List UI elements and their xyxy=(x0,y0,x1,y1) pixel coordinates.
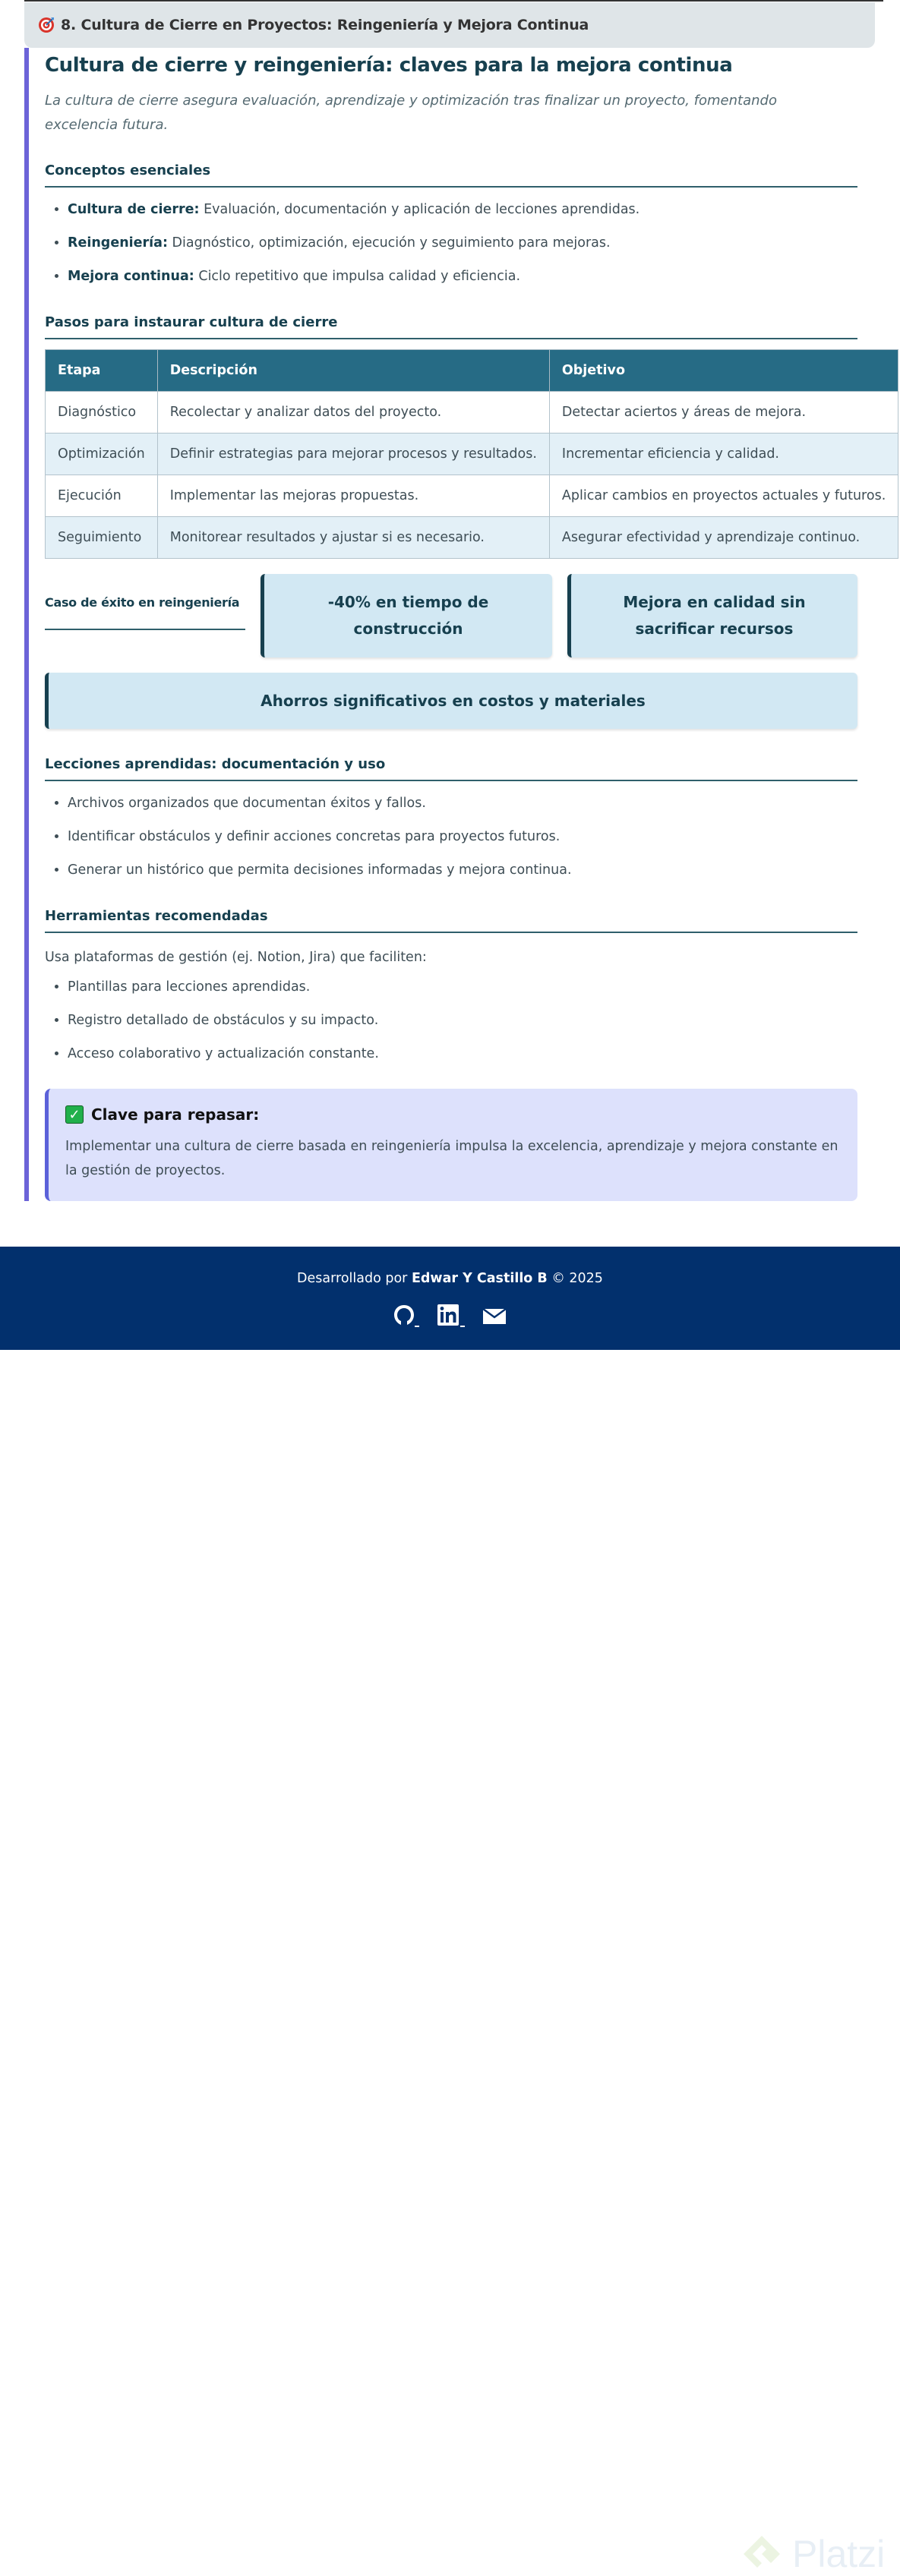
platzi-watermark xyxy=(741,2532,885,2576)
credit-prefix: Desarrollado por xyxy=(297,1271,412,1286)
section-header[interactable] xyxy=(24,2,875,48)
cell-description: Definir estrategias para mejorar procesos y resultados. xyxy=(157,434,549,475)
email-link[interactable] xyxy=(480,1303,510,1329)
tools-rule xyxy=(45,932,857,933)
linkedin-link[interactable] xyxy=(436,1303,466,1329)
column-header: Etapa xyxy=(46,350,158,392)
check-box-icon: ✓ xyxy=(65,1105,84,1124)
table-row xyxy=(46,475,898,517)
lessons-rule xyxy=(45,780,857,781)
steps-table xyxy=(45,349,898,559)
steps-heading: Pasos para instaurar cultura de cierre xyxy=(45,314,338,330)
success-card-savings: Ahorros significativos en costos y materiales xyxy=(45,673,857,729)
github-icon xyxy=(392,1303,422,1329)
content-panel xyxy=(24,48,886,1201)
watermark-text: Platzi xyxy=(792,2533,886,2575)
cell-objective: Aplicar cambios en proyectos actuales y futuros. xyxy=(549,475,898,517)
cell-stage: Seguimiento xyxy=(46,517,158,559)
tools-intro: Usa plataformas de gestión (ej. Notion, Jira) que faciliten: xyxy=(45,950,427,965)
credit-author: Edwar Y Castillo B xyxy=(411,1271,548,1286)
list-item: • Cultura de cierre: Evaluación, documentación y aplicación de lecciones aprendidas. xyxy=(68,193,857,226)
email-icon xyxy=(480,1303,510,1329)
tools-heading: Herramientas recomendadas xyxy=(45,908,268,924)
table-row xyxy=(46,517,898,559)
key-takeaway-box xyxy=(45,1089,857,1201)
social-links xyxy=(392,1303,510,1329)
lead-paragraph: La cultura de cierre asegura evaluación, aprendizaje y optimización tras finalizar un proyecto, fomentando excelencia futura. xyxy=(45,93,777,133)
cell-objective: Detectar aciertos y áreas de mejora. xyxy=(549,392,898,434)
cell-objective: Asegurar efectividad y aprendizaje continuo. xyxy=(549,517,898,559)
platzi-logo-icon xyxy=(741,2533,783,2575)
table-header-row xyxy=(46,350,898,392)
target-icon xyxy=(38,17,55,33)
cell-description: Monitorear resultados y ajustar si es necesario. xyxy=(157,517,549,559)
list-item: • Reingeniería: Diagnóstico, optimización, ejecución y seguimiento para mejoras. xyxy=(68,226,857,260)
cell-objective: Incrementar eficiencia y calidad. xyxy=(549,434,898,475)
key-title-text: Clave para repasar: xyxy=(91,1105,260,1124)
column-header: Objetivo xyxy=(549,350,898,392)
lessons-list xyxy=(45,787,857,887)
linkedin-icon xyxy=(436,1303,466,1329)
github-link[interactable] xyxy=(392,1303,422,1329)
column-header: Descripción xyxy=(157,350,549,392)
page-title: Cultura de cierre y reingeniería: claves para la mejora continua xyxy=(45,54,733,77)
footer xyxy=(0,1247,900,2575)
list-item: • Mejora continua: Ciclo repetitivo que impulsa calidad y eficiencia. xyxy=(68,260,857,293)
cell-stage: Diagnóstico xyxy=(46,392,158,434)
list-item: • Acceso colaborativo y actualización constante. xyxy=(68,1037,857,1070)
list-item: • Registro detallado de obstáculos y su impacto. xyxy=(68,1004,857,1037)
list-item: • Archivos organizados que documentan éxitos y fallos. xyxy=(68,787,857,820)
cell-stage: Optimización xyxy=(46,434,158,475)
footer-credit xyxy=(0,1271,900,1286)
table-row xyxy=(46,392,898,434)
credit-suffix: © 2025 xyxy=(547,1271,603,1286)
list-item: • Generar un histórico que permita decisiones informadas y mejora continua. xyxy=(68,853,857,887)
success-case-heading xyxy=(45,574,245,630)
concepts-list xyxy=(45,193,857,293)
list-item: • Plantillas para lecciones aprendidas. xyxy=(68,970,857,1004)
success-case-label: Caso de éxito en reingeniería xyxy=(45,595,240,610)
concepts-rule xyxy=(45,186,857,188)
tools-list xyxy=(45,970,857,1070)
table-row xyxy=(46,434,898,475)
success-card-time: -40% en tiempo de construcción xyxy=(261,574,552,657)
steps-rule xyxy=(45,338,857,339)
cell-stage: Ejecución xyxy=(46,475,158,517)
list-item: • Identificar obstáculos y definir acciones concretas para proyectos futuros. xyxy=(68,820,857,853)
key-takeaway-text: Implementar una cultura de cierre basada en reingeniería impulsa la excelencia, aprendizaje y mejora constante en la gestión de proyectos. xyxy=(65,1139,838,1178)
success-card-quality: Mejora en calidad sin sacrificar recursos xyxy=(567,574,857,657)
concepts-heading: Conceptos esenciales xyxy=(45,162,211,178)
section-title: 8. Cultura de Cierre en Proyectos: Reingeniería y Mejora Continua xyxy=(61,17,589,33)
cell-description: Implementar las mejoras propuestas. xyxy=(157,475,549,517)
top-divider xyxy=(24,0,883,2)
key-takeaway-title xyxy=(65,1105,259,1124)
cell-description: Recolectar y analizar datos del proyecto. xyxy=(157,392,549,434)
lessons-heading: Lecciones aprendidas: documentación y uso xyxy=(45,756,386,772)
